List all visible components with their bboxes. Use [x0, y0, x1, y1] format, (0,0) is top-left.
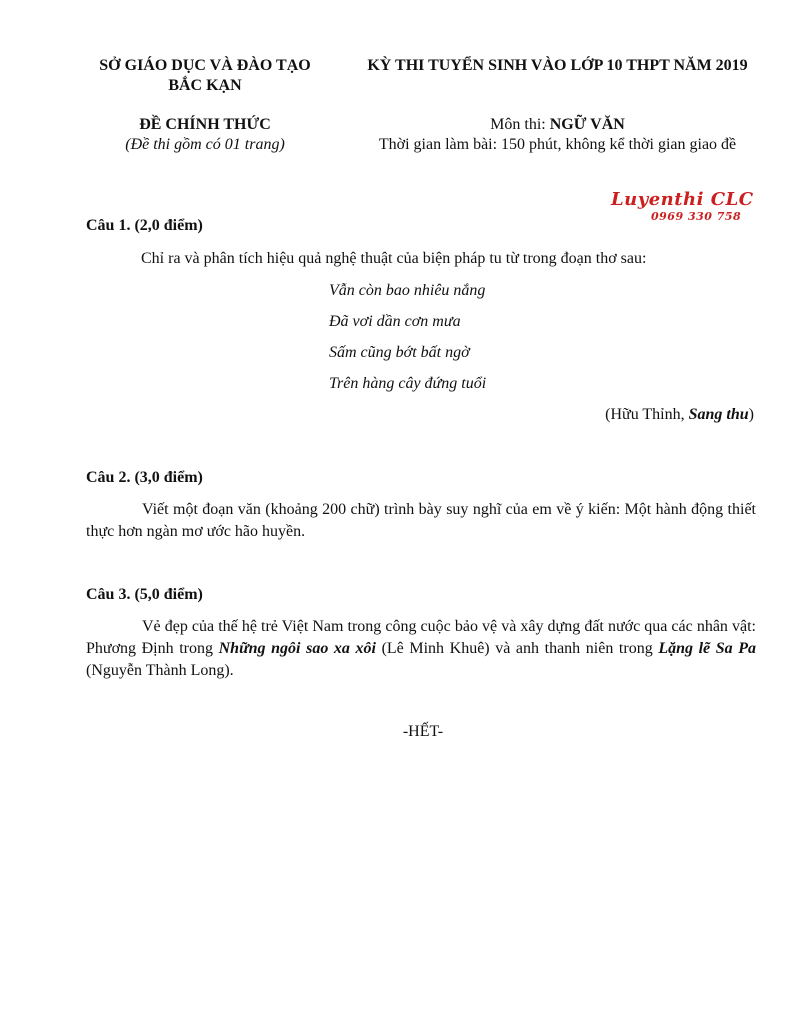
q3-part2: (Lê Minh Khuê) và anh thanh niên trong: [375, 640, 659, 657]
end-mark: -HẾT-: [402, 723, 444, 740]
q3-part1: Vẻ đẹp của thế hệ trẻ Việt Nam trong công cuộc bảo vệ và xây dựng đất nước qua các nhân vật: Phương Định trong: [86, 618, 756, 657]
official-label: ĐỀ CHÍNH THỨC: [139, 116, 271, 133]
q3-text: [86, 616, 756, 682]
subject-name: NGỮ VĂN: [549, 116, 625, 133]
source-author: (Hữu Thỉnh,: [605, 406, 689, 423]
subject-prefix: Môn thi:: [490, 116, 550, 133]
q2-text: Viết một đoạn văn (khoảng 200 chữ) trình bày suy nghĩ của em về ý kiến: Một hành động thiết thực hơn ngàn mơ ước hão huyền.: [86, 501, 756, 540]
q2-heading: Câu 2. (3,0 điểm): [86, 469, 203, 486]
q3-work1: Những ngôi sao xa xôi: [218, 640, 376, 657]
poem-line: Sấm cũng bớt bất ngờ: [329, 344, 470, 361]
source-close: ): [748, 406, 754, 423]
q1-prompt: Chỉ ra và phân tích hiệu quả nghệ thuật của biện pháp tu từ trong đoạn thơ sau:: [141, 250, 647, 267]
source-work: Sang thu: [688, 406, 749, 423]
q3-part3: (Nguyễn Thành Long).: [86, 662, 234, 679]
subject-line: [345, 115, 770, 135]
q1-heading: Câu 1. (2,0 điểm): [86, 217, 203, 234]
official-block: [80, 115, 330, 155]
poem-line: Đã vơi dần cơn mưa: [329, 313, 461, 330]
subject-block: [345, 115, 770, 155]
brand-stamp: [611, 190, 761, 223]
department-name: SỞ GIÁO DỤC VÀ ĐÀO TẠO: [99, 57, 311, 74]
stamp-name: Luyenthi CLC: [611, 189, 754, 210]
q3-work2: Lặng lẽ Sa Pa: [658, 640, 757, 657]
time-note: Thời gian làm bài: 150 phút, không kể thời gian giao đề: [378, 136, 737, 153]
poem-line: Vẫn còn bao nhiêu nắng: [329, 282, 486, 299]
department-header: [80, 56, 330, 96]
exam-title: KỲ THI TUYỂN SINH VÀO LỚP 10 THPT NĂM 2019: [367, 57, 748, 74]
poem-source: [605, 406, 754, 424]
pages-note: (Đề thi gồm có 01 trang): [125, 136, 285, 153]
province-name: BẮC KẠN: [168, 77, 242, 94]
q3-heading: Câu 3. (5,0 điểm): [86, 586, 203, 603]
poem-line: Trên hàng cây đứng tuổi: [329, 375, 487, 392]
stamp-phone: 0969 330 758: [651, 210, 742, 223]
